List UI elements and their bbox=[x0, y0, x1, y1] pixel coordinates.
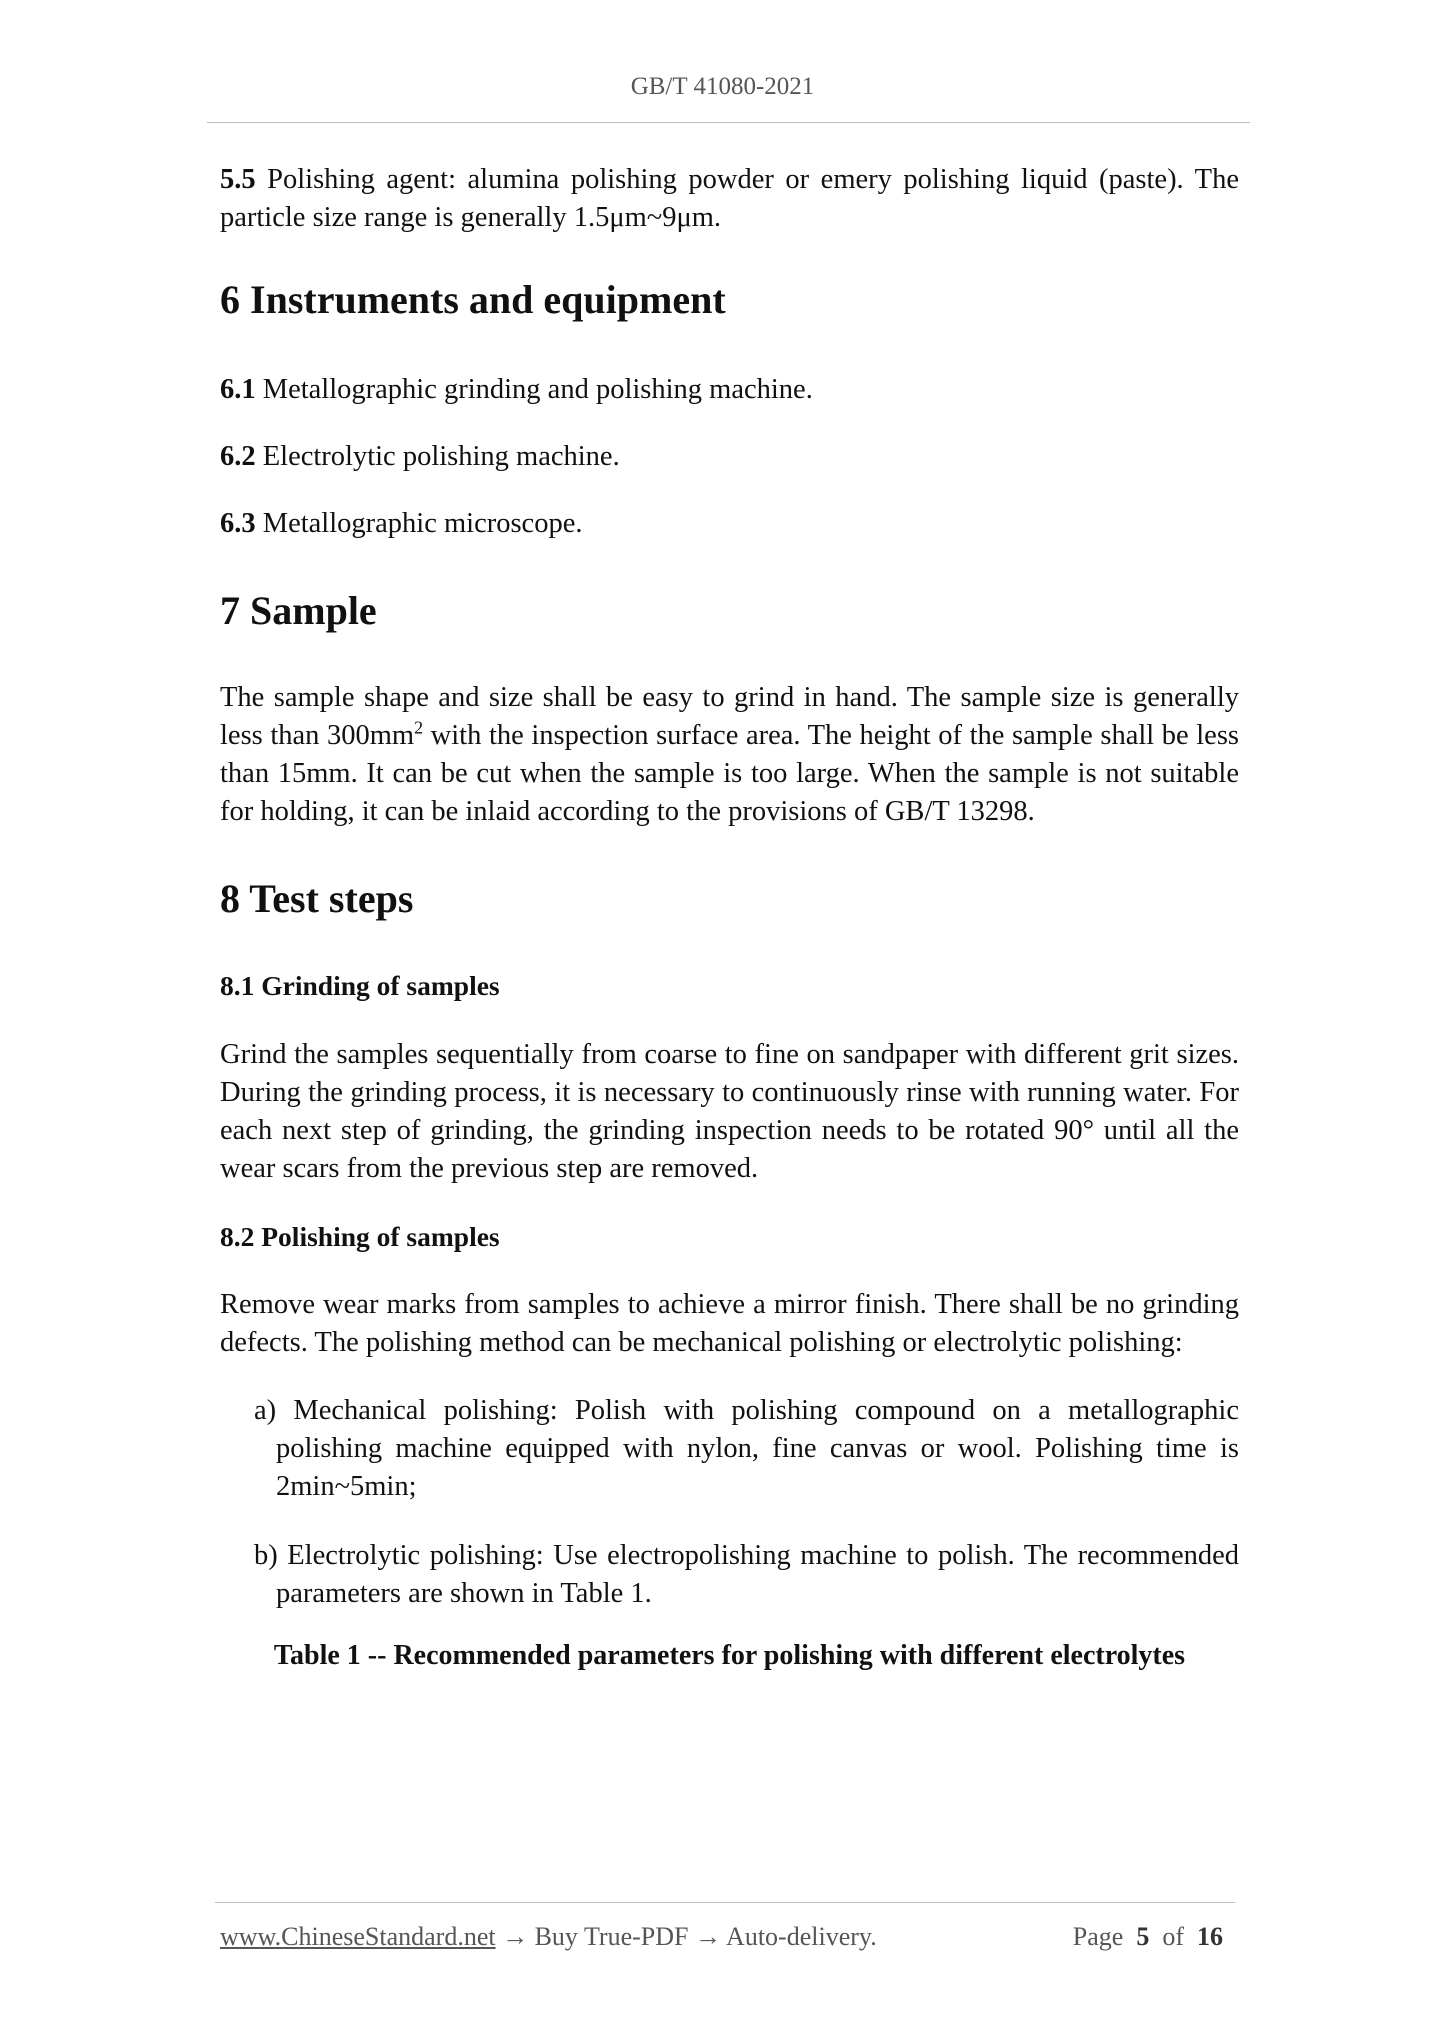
clause-5-5 bbox=[220, 161, 1239, 237]
superscript: 2 bbox=[414, 717, 424, 738]
footer-promo bbox=[220, 1922, 877, 1952]
list-item-mechanical-polishing: a) Mechanical polishing: Polish with polishing compound on a metallographic polishing machine equipped with nylon, fine canvas or wool. Polishing time is 2min~5min; bbox=[254, 1395, 1239, 1502]
header-divider bbox=[207, 122, 1250, 123]
clause-6-2 bbox=[220, 438, 1239, 476]
promo-text: → Buy True-PDF → Auto-delivery. bbox=[495, 1922, 877, 1951]
clause-number: 6.1 bbox=[220, 374, 256, 405]
heading-grinding-of-samples: 8.1 Grinding of samples bbox=[220, 970, 500, 1001]
heading-polishing-of-samples: 8.2 Polishing of samples bbox=[220, 1221, 500, 1252]
clause-text: Metallographic grinding and polishing machine. bbox=[255, 374, 813, 405]
clause-number: 5.5 bbox=[220, 164, 256, 195]
page-indicator bbox=[1073, 1922, 1223, 1952]
clause-6-1 bbox=[220, 371, 1239, 409]
clause-text: Electrolytic polishing machine. bbox=[255, 441, 620, 472]
clause-6-3 bbox=[220, 505, 1239, 543]
heading-test-steps: 8 Test steps bbox=[220, 876, 414, 921]
site-link[interactable]: www.ChineseStandard.net bbox=[220, 1922, 496, 1951]
clause-number: 6.2 bbox=[220, 441, 256, 472]
total-pages-number: 16 bbox=[1197, 1922, 1223, 1951]
polishing-paragraph: Remove wear marks from samples to achieve a mirror finish. There shall be no grinding defects. The polishing method can be mechanical polishing or electrolytic polishing: bbox=[220, 1289, 1239, 1358]
heading-sample: 7 Sample bbox=[220, 588, 377, 633]
clause-number: 6.3 bbox=[220, 508, 256, 539]
page-label: Page bbox=[1072, 1922, 1124, 1951]
table-1-caption: Table 1 -- Recommended parameters for polishing with different electrolytes bbox=[273, 1640, 1186, 1671]
current-page-number: 5 bbox=[1136, 1922, 1150, 1951]
document-code-header: GB/T 41080-2021 bbox=[630, 73, 815, 100]
of-label: of bbox=[1162, 1922, 1184, 1951]
clause-text: Polishing agent: alumina polishing powder or emery polishing liquid (paste). The particle size range is generally 1.5μm~9μm. bbox=[220, 164, 1239, 233]
sample-paragraph: The sample shape and size shall be easy to grind in hand. The sample size is generally less than $300mm^2$ with the inspection surface area. The height of the sample shall be less than 15mm. It can be cut when the sample is too large. When the sample is not suitable for holding, it can be inlaid according to the provisions of GB/T 13298. bbox=[220, 682, 1240, 827]
clause-text: Metallographic microscope. bbox=[255, 508, 583, 539]
heading-instruments-and-equipment: 6 Instruments and equipment bbox=[220, 277, 726, 322]
footer-divider bbox=[215, 1902, 1235, 1903]
grinding-paragraph: Grind the samples sequentially from coarse to fine on sandpaper with different grit sizes. During the grinding process, it is necessary to continuously rinse with running water. For each next step of grinding, the grinding inspection needs to be rotated 90° until all the wear scars from the previous step are removed. bbox=[220, 1039, 1239, 1184]
list-item-electrolytic-polishing: b) Electrolytic polishing: Use electropolishing machine to polish. The recommended parameters are shown in Table 1. bbox=[254, 1540, 1239, 1609]
